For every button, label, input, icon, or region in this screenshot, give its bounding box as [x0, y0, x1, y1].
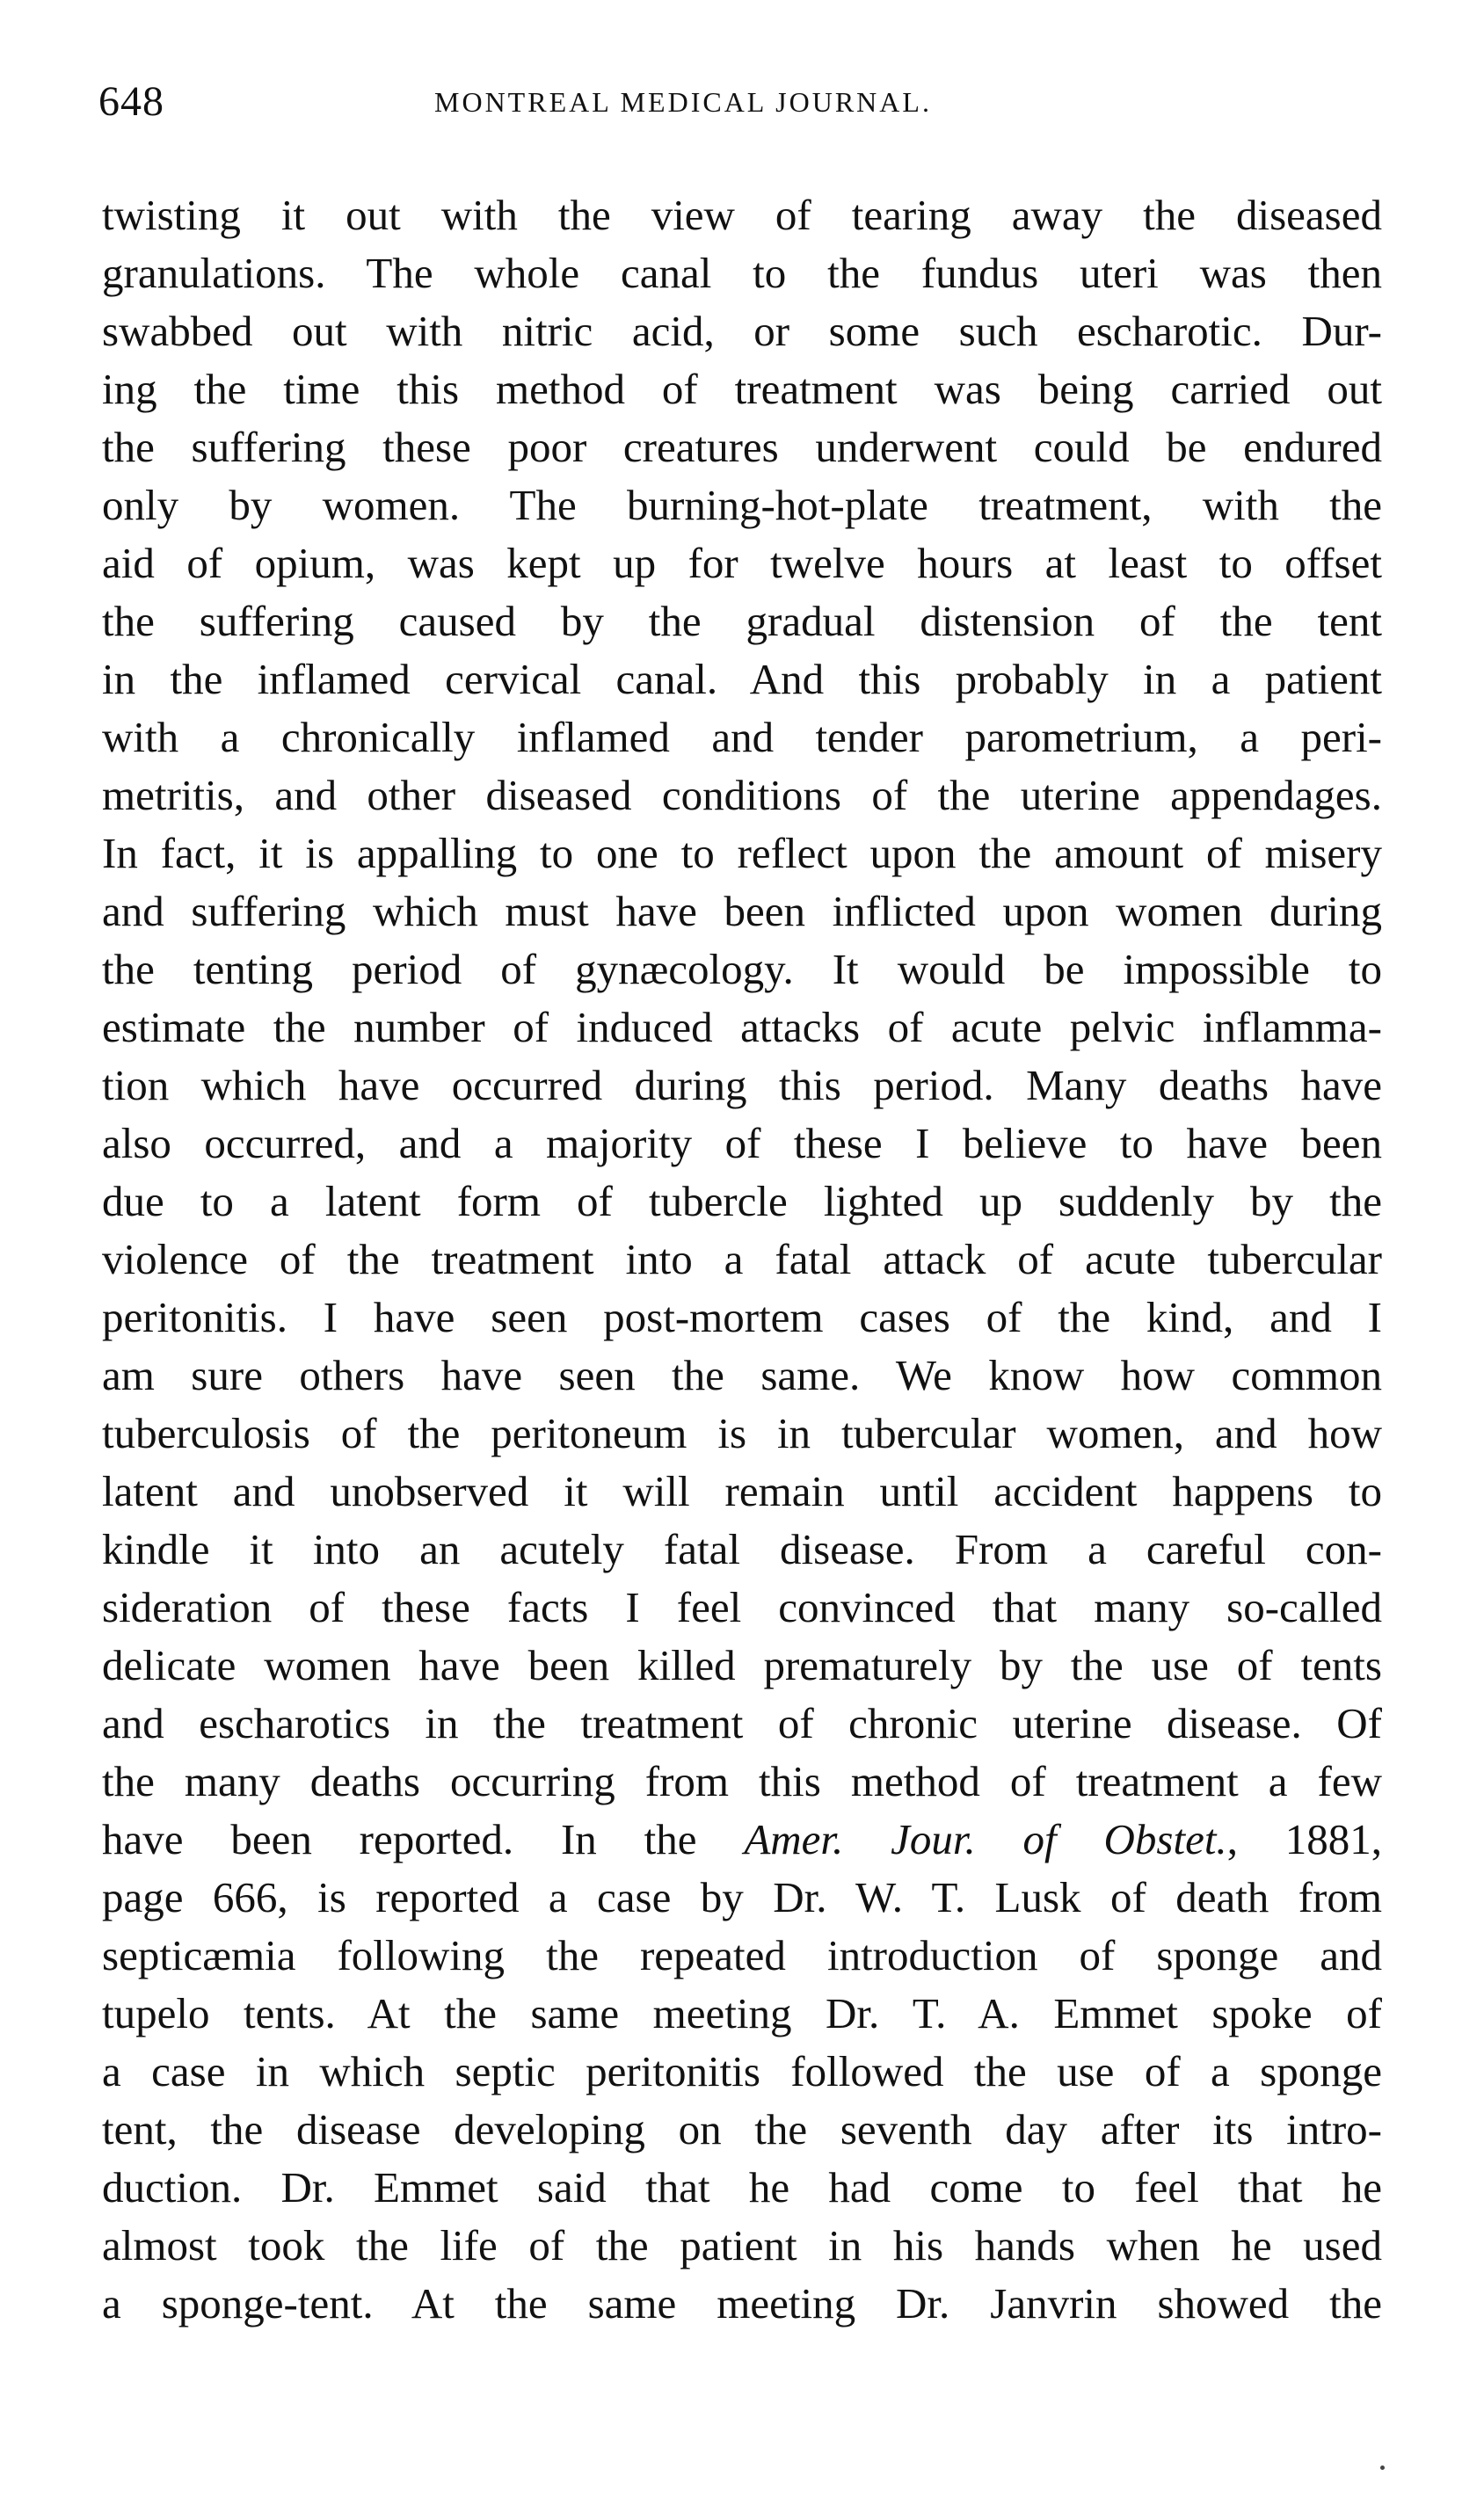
text-line: peritonitis. I have seen post-mortem cases of the kind, and I: [102, 1293, 1382, 1341]
page-number: 648: [98, 78, 164, 125]
text-line: a sponge-tent. At the same meeting Dr. Janvrin showed the: [102, 2279, 1382, 2328]
text-line: with a chronically inflamed and tender parometrium, a peri-: [102, 713, 1382, 761]
text-line: delicate women have been killed prematurely by the use of tents: [102, 1641, 1382, 1689]
text-line: swabbed out with nitric acid, or some such escharotic. Dur-: [102, 307, 1382, 355]
text-line: violence of the treatment into a fatal attack of acute tubercular: [102, 1235, 1382, 1283]
text-line: granulations. The whole canal to the fundus uteri was then: [102, 249, 1382, 297]
text-line: tion which have occurred during this period. Many deaths have: [102, 1061, 1382, 1109]
text-line: tuberculosis of the peritoneum is in tubercular women, and how: [102, 1409, 1382, 1457]
text-line: kindle it into an acutely fatal disease. From a careful con-: [102, 1525, 1382, 1573]
citation-lead: have been reported. In the: [102, 1815, 745, 1863]
text-line: sideration of these facts I feel convinced that many so-called: [102, 1583, 1382, 1631]
text-line: almost took the life of the patient in his hands when he used: [102, 2221, 1382, 2269]
running-head: MONTREAL MEDICAL JOURNAL.: [434, 86, 932, 118]
citation-year: , 1881,: [1226, 1815, 1383, 1863]
text-line: ing the time this method of treatment was being carried out: [102, 365, 1382, 413]
text-line: page 666, is reported a case by Dr. W. T. Lusk of death from: [102, 1873, 1382, 1921]
body-text: [102, 186, 1382, 2333]
text-line: the tenting period of gynæcology. It would be impossible to: [102, 945, 1382, 993]
text-line: tupelo tents. At the same meeting Dr. T. A. Emmet spoke of: [102, 1989, 1382, 2037]
text-line: metritis, and other diseased conditions of the uterine appendages.: [102, 771, 1382, 819]
page-header: [98, 76, 1382, 128]
text-line: duction. Dr. Emmet said that he had come to feel that he: [102, 2163, 1382, 2211]
journal-title-italic: Amer. Jour. of Obstet.: [744, 1815, 1227, 1863]
text-line: and escharotics in the treatment of chronic uterine disease. Of: [102, 1699, 1382, 1747]
text-line: the suffering these poor creatures underwent could be endured: [102, 423, 1382, 471]
print-speck: [1380, 2466, 1385, 2470]
text-line: In fact, it is appalling to one to reflect upon the amount of misery: [102, 829, 1382, 877]
text-line: the suffering caused by the gradual distension of the tent: [102, 597, 1382, 645]
text-line: am sure others have seen the same. We know how common: [102, 1351, 1382, 1399]
text-line: also occurred, and a majority of these I believe to have been: [102, 1119, 1382, 1167]
text-line: latent and unobserved it will remain until accident happens to: [102, 1467, 1382, 1515]
text-line: and suffering which must have been inflicted upon women during: [102, 887, 1382, 935]
text-line: estimate the number of induced attacks of acute pelvic inflamma-: [102, 1003, 1382, 1051]
text-line-citation: [102, 1811, 1382, 1869]
text-line: in the inflamed cervical canal. And this probably in a patient: [102, 655, 1382, 703]
text-line: twisting it out with the view of tearing away the diseased: [102, 191, 1382, 239]
text-line: the many deaths occurring from this method of treatment a few: [102, 1757, 1382, 1805]
text-line: due to a latent form of tubercle lighted up suddenly by the: [102, 1177, 1382, 1225]
text-line: tent, the disease developing on the seventh day after its intro-: [102, 2105, 1382, 2153]
text-line: aid of opium, was kept up for twelve hours at least to offset: [102, 539, 1382, 587]
text-line: septicæmia following the repeated introduction of sponge and: [102, 1931, 1382, 1979]
text-line: a case in which septic peritonitis followed the use of a sponge: [102, 2047, 1382, 2095]
text-line: only by women. The burning-hot-plate treatment, with the: [102, 481, 1382, 529]
